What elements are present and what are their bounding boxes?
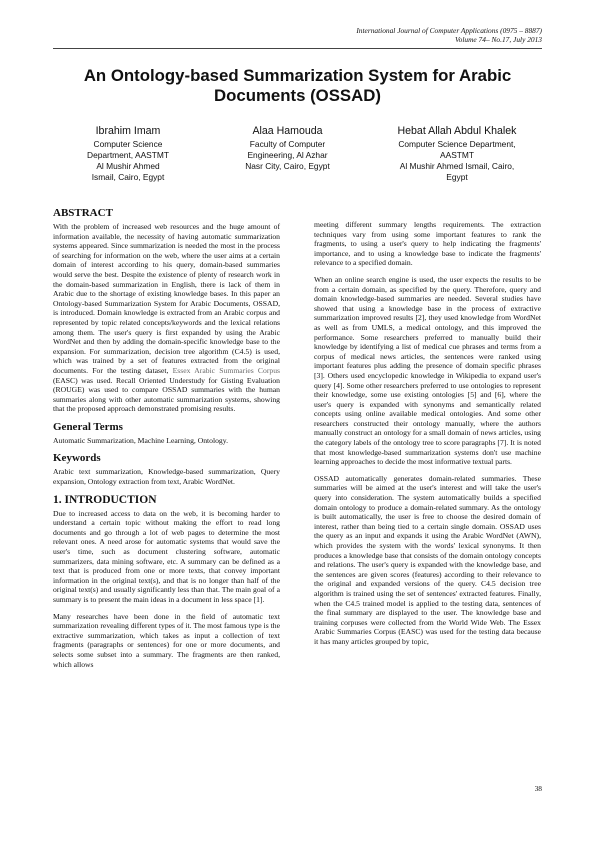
abstract-text-part: (EASC) was used. Recall Oriented Understudy for Gisting Evaluation (ROUGE) was used to compare OSSAD summaries with the human summaries along with other automatic summarization systems, showing that the proposed approach demonstrated promising results. [53, 375, 280, 414]
affiliation-line: Egypt [446, 172, 468, 182]
page-number: 38 [534, 784, 542, 793]
journal-volume: Volume 74– No.17, July 2013 [454, 35, 542, 44]
journal-citation: International Journal of Computer Applications (0975 – 8887) [356, 26, 542, 35]
affiliation-line: Al Mushir Ahmed [96, 161, 160, 171]
affiliation-line: Computer Science [93, 139, 163, 149]
affiliation-line: Nasr City, Cairo, Egypt [245, 161, 330, 171]
intro-paragraph-3: meeting different summary lengths requirements. The extraction techniques vary from using some important features to rank the fragments, to using a user's query to help indicating the fragments' importance, and to using a knowledge base to indicate the fragments' relevance to a specified domain. [314, 220, 541, 268]
author-name: Hebat Allah Abdul Khalek [397, 125, 517, 137]
abstract-text [53, 222, 280, 414]
author-name: Ibrahim Imam [95, 125, 161, 137]
author-1 [53, 124, 203, 183]
affiliation-line: Engineering, Al Azhar [247, 150, 328, 160]
keywords-heading: Keywords [53, 452, 101, 465]
author-block [53, 124, 542, 183]
journal-header [356, 26, 542, 44]
affiliation-line: AASTMT [440, 150, 474, 160]
intro-paragraph-2: Many researches have been done in the field of automatic text summarization revealing different types of it. The most famous type is the extractive summarization, which takes as input a collection of text fragments (paragraphs or sentences) for one or more documents, and selects some subset into a summary. The fragments are then ranked, which allows [53, 611, 280, 669]
affiliation-line: Faculty of Computer [249, 139, 326, 149]
affiliation-line: Ismail, Cairo, Egypt [91, 172, 165, 182]
right-column [314, 220, 541, 654]
intro-paragraph-5: OSSAD automatically generates domain-related summaries. These summaries will be aimed at the user's interest and will take the user's query into consideration. The system automatically builds a specified domain ontology to produce a domain-related summary. As the ontology is built automatically, the user is free to choose the desired domain of interest, rather than being tied to a certain single domain. OSSAD uses the query as an input and expands it using the Arabic WordNet (AWN), which provides the system with the words' lexical synonyms. It then produces a knowledge base that consists of the domain ontology concepts and relations. The user's query is expanded with the knowledge base, and the sentences are given scores (features) according to their relevance to the original and expanded versions of the query. C4.5 decision tree algorithm is trained using the set of sentences' extracted features. Finally, when the C4.5 trained model is applied to the testing data, sentences of the final summary are displayed to the user. The knowledge base and training corpuses were collected from the World Wide Web. The Essex Arabic Summaries Corpus (EASC) was used for the testing data because it has many articles grouped by topic, [314, 473, 541, 646]
general-terms-heading: General Terms [53, 420, 123, 433]
corpus-reference: Essex Arabic Summaries Corpus [172, 365, 280, 375]
affiliation-line: Computer Science Department, [398, 139, 516, 149]
author-2 [213, 124, 363, 183]
affiliation-line: Al Mushir Ahmed Ismail, Cairo, [399, 161, 515, 171]
introduction-heading: 1. INTRODUCTION [53, 493, 157, 506]
title-line-2: Documents (OSSAD) [214, 86, 381, 105]
intro-paragraph-1: Due to increased access to data on the web, it is becoming harder to understand a certain topic without making the effort to read long documents and go through a lot of web pages to determine the most relevant ones. A need arose for automatic systems that would save the user's time, such as document clustering software, automatic summarizers, data mining software, etc. A summary can be defined as a text that is produced from one or more texts, that convey important information in the original text(s), and that is no longer than half of the original text(s) and usually significantly less than that. The main goal of a summary is to present the main ideas in a document in less space [1]. [53, 508, 280, 604]
paper-title [53, 66, 542, 106]
author-3 [372, 124, 542, 183]
intro-paragraph-4: When an online search engine is used, the user expects the results to be from a certain domain, as specified by the query. Therefore, query and domain knowledge-based summaries are needed. Several studies have showed that using a knowledge base in the process of extractive summarization improved results [2], they used knowledge from WordNet as well as from UMLS, a medical ontology, and this improved the performance. Some researchers preferred to manually build their knowledge by identifying a list of medical cue phrases and terms from a corpus of medical news articles, the sentences were ranked using important features plus adding the presence of domain specific phrases [3]. Others used encyclopedic knowledge in Wikipedia to expand user's query [4]. Some other researchers preferred to use ontologies to represent their knowledge, some use existing ontologies [5] and [6], where the user's query is expanded with synonyms and semantically related concepts using online available medical ontologies. And some other researchers constructed their ontology manually, where the authors manually construct an ontology for a small domain of news articles, using the category labels of the ontology tree to score paragraphs [7]. It is noted that most knowledge-based summarization systems don't use machine learning approaches to decide the most informative textual parts. [314, 274, 541, 467]
author-name: Alaa Hamouda [252, 125, 323, 137]
title-line-1: An Ontology-based Summarization System for Arabic [83, 66, 512, 85]
keywords-text: Arabic text summarization, Knowledge-based summarization, Query expansion, Ontology extraction from text, Arabic WordNet. [53, 467, 280, 487]
affiliation-line: Department, AASTMT [87, 150, 169, 160]
abstract-heading: ABSTRACT [53, 207, 113, 219]
general-terms-text: Automatic Summarization, Machine Learning, Ontology. [53, 435, 228, 445]
left-column [53, 207, 280, 676]
abstract-text-part: With the problem of increased web resources and the huge amount of information available, the necessity of having automatic summarization systems appeared. Since summarization is needed the most in the process of searching for information on the web, where the user aims at a certain domain of interest according to his query, domain-based summaries would serve the best. Despite the existence of plenty of research work in the domain-based summarization in English, there is lack of them in Arabic due to the shortage of existing knowledge bases. In this paper an Ontology-based Summarization System for Arabic Documents, OSSAD, is introduced. Domain knowledge is extracted from an Arabic corpus and represented by topic related concepts/keywords and the lexical relations among them. The user's query is first expanded by using the Arabic WordNet and then by adding the domain-specific knowledge base to the expansion. For summarization, decision tree algorithm (C4.5) is used, which was trained by a set of features extracted from the original documents. For the testing dataset, [53, 222, 280, 375]
header-rule [53, 48, 542, 49]
